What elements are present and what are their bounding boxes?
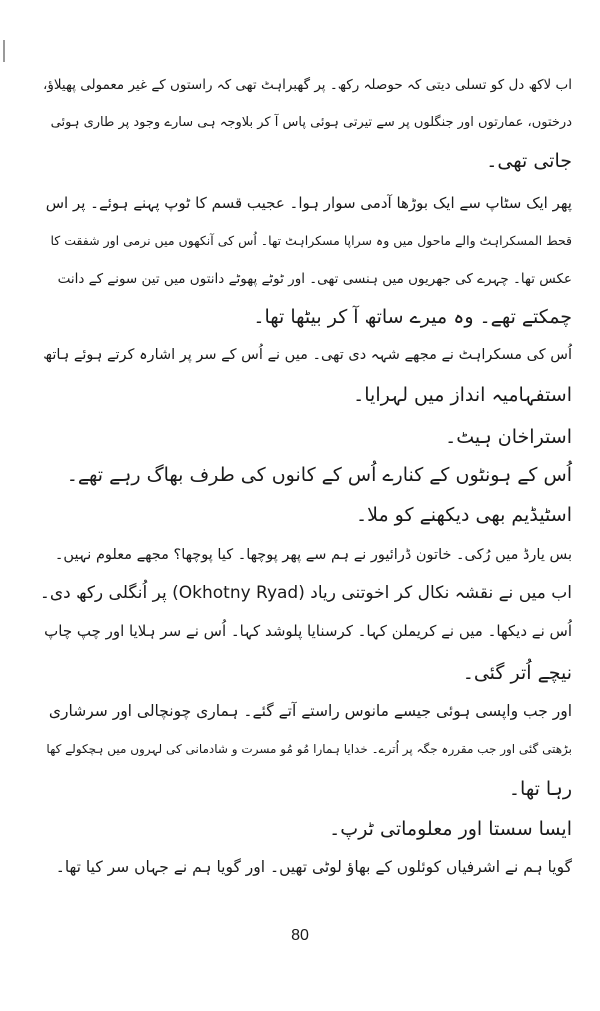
text-line: اور جب واپسی ہوئی جیسے مانوس راستے آتے گئے۔ ہماری چونچالی اور سرشاری — [48, 702, 572, 720]
text-line: گویا ہم نے اشرفیاں کوئلوں کے بھاؤ لوٹی تھیں۔ اور گویا ہم نے جہاں سر کیا تھا۔ — [55, 858, 572, 876]
text-line: استفہامیہ انداز میں لہرایا۔ — [353, 384, 572, 406]
text-line: اُس کی مسکراہٹ نے مجھے شہہ دی تھی۔ میں نے اُس کے سر پر اشارہ کرتے ہوئے ہاتھ — [43, 347, 572, 363]
text-line: جاتی تھی۔ — [486, 150, 572, 172]
text-line: استراخان ہیٹ۔ — [445, 426, 572, 448]
text-line: قحط المسکراہٹ والے ماحول میں وہ سراپا مسکراہٹ تھا۔ اُس کی آنکھوں میں نرمی اور شفقت کا — [50, 233, 572, 248]
text-line: چمکتے تھے۔ وہ میرے ساتھ آ کر بیٹھا تھا۔ — [253, 306, 572, 328]
text-line: اُس نے دیکھا۔ میں نے کریملن کہا۔ کرسنایا پلوشد کہا۔ اُس نے سر ہلایا اور چپ چاپ — [44, 622, 572, 640]
text-line: اب میں نے نقشہ نکال کر اخوتنی ریاد (Okhotny Ryad) پر اُنگلی رکھ دی۔ — [39, 583, 572, 603]
text-line: ایسا سستا اور معلوماتی ٹرپ۔ — [329, 818, 572, 840]
text-line: اُس کے ہونٹوں کے کنارے اُس کے کانوں کی طرف بھاگ رہے تھے۔ — [66, 464, 572, 486]
scan-edge-mark — [3, 40, 5, 62]
text-line: رہا تھا۔ — [508, 778, 572, 800]
text-line: نیچے اُتر گئی۔ — [462, 662, 572, 684]
text-line: درختوں، عمارتوں اور جنگلوں پر سے تیرتی ہوئی پاس آ کر بلاوجہ ہی سارے وجود پر طاری ہوئی — [50, 115, 572, 130]
page-number: 80 — [291, 927, 309, 944]
text-line: بس یارڈ میں رُکی۔ خاتون ڈرائیور نے ہم سے پھر پوچھا۔ کیا پوچھا؟ مجھے معلوم نہیں۔ — [54, 547, 572, 563]
text-line: عکس تھا۔ چہرے کی جھریوں میں ہنسی تھی۔ اور ٹوٹے پھوٹے دانتوں میں تین سونے کے دانت — [57, 271, 572, 287]
text-line: پھر ایک سٹاپ سے ایک بوڑھا آدمی سوار ہوا۔ عجیب قسم کا ٹوپ پہنے ہوئے۔ پر اس — [45, 194, 572, 212]
text-line: اسٹیڈیم بھی دیکھنے کو ملا۔ — [356, 504, 572, 526]
text-line: اب لاکھ دل کو تسلی دیتی کہ حوصلہ رکھ۔ پر گھبراہٹ تھی کہ راستوں کے غیر معمولی پھیلاؤ، — [43, 77, 572, 93]
text-line: بڑھتی گئی اور جب مقررہ جگہ پر اُترے۔ خدایا ہمارا مُو مُو مسرت و شادمانی کی لہروں میں ہچکولے کھا — [46, 742, 572, 756]
